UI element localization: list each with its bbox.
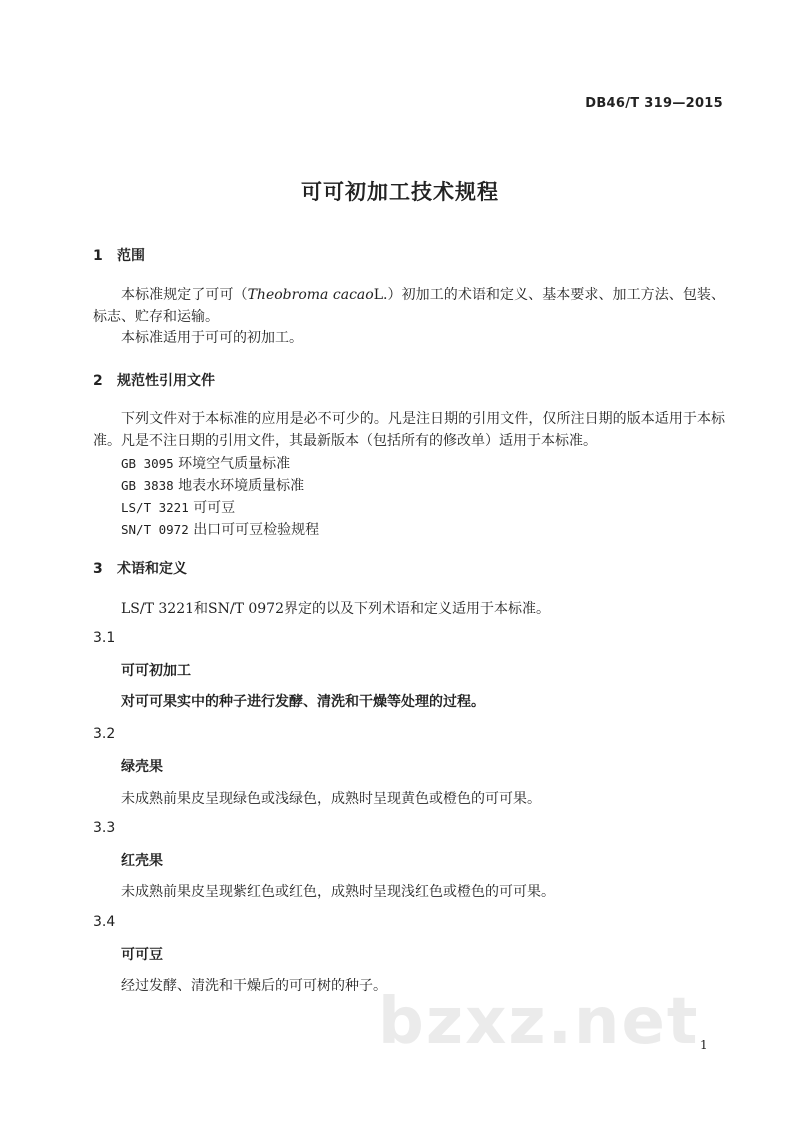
- watermark: bzxz.net: [378, 985, 700, 1059]
- section-number: 3: [93, 561, 103, 577]
- reference-code: SN/T 0972: [121, 522, 189, 537]
- reference-item: [121, 453, 290, 473]
- term-definition: 未成熟前果皮呈现绿色或浅绿色，成熟时呈现黄色或橙色的可可果。: [121, 791, 541, 807]
- latin-name: Theobroma cacao: [247, 287, 374, 303]
- reference-code: LS/T 3221: [121, 500, 189, 515]
- section-heading-references: [93, 370, 215, 390]
- scope-text-post: L.）初加工的术语和定义、基本要求、加工方法、包装、标志、贮存和运输。: [93, 287, 725, 325]
- term-name: 红壳果: [121, 853, 163, 869]
- term-name: 绿壳果: [121, 759, 163, 775]
- references-intro: 下列文件对于本标准的应用是必不可少的。凡是注日期的引用文件，仅所注日期的版本适用于本标准。凡是不注日期的引用文件，其最新版本（包括所有的修改单）适用于本标准。: [93, 411, 725, 449]
- reference-name: 地表水环境质量标准: [178, 478, 305, 494]
- section-heading-terms: [93, 558, 187, 578]
- term-definition: 经过发酵、清洗和干燥后的可可树的种子。: [121, 978, 387, 994]
- section-number: 1: [93, 248, 103, 264]
- term-number: 3.1: [93, 630, 116, 646]
- reference-name: 可可豆: [193, 500, 236, 516]
- terms-intro: LS/T 3221和SN/T 0972界定的以及下列术语和定义适用于本标准。: [121, 601, 550, 617]
- section-title: 范围: [117, 248, 145, 264]
- scope-applicability: 本标准适用于可可的初加工。: [121, 330, 303, 346]
- reference-item: [121, 519, 319, 539]
- document-title: 可可初加工技术规程: [301, 180, 499, 204]
- term-definition: 未成熟前果皮呈现紫红色或红色，成熟时呈现浅红色或橙色的可可果。: [121, 884, 555, 900]
- term-definition: 对可可果实中的种子进行发酵、清洗和干燥等处理的过程。: [121, 694, 485, 710]
- term-number: 3.4: [93, 914, 116, 930]
- scope-text-pre: 本标准规定了可可（: [121, 287, 248, 303]
- reference-name: 出口可可豆检验规程: [193, 522, 320, 538]
- reference-code: GB 3095: [121, 456, 174, 471]
- term-name: 可可初加工: [121, 663, 191, 679]
- section-title: 术语和定义: [117, 561, 187, 577]
- reference-name: 环境空气质量标准: [178, 456, 291, 472]
- page-number: 1: [700, 1038, 708, 1052]
- reference-item: [121, 497, 235, 517]
- term-number: 3.3: [93, 820, 116, 836]
- standard-number: DB46/T 319—2015: [585, 96, 723, 111]
- reference-item: [121, 475, 304, 495]
- section-heading-scope: [93, 245, 145, 265]
- reference-code: GB 3838: [121, 478, 174, 493]
- term-name: 可可豆: [121, 947, 163, 963]
- section-number: 2: [93, 373, 103, 389]
- scope-paragraph: [93, 284, 725, 328]
- section-title: 规范性引用文件: [117, 373, 215, 389]
- term-number: 3.2: [93, 726, 116, 742]
